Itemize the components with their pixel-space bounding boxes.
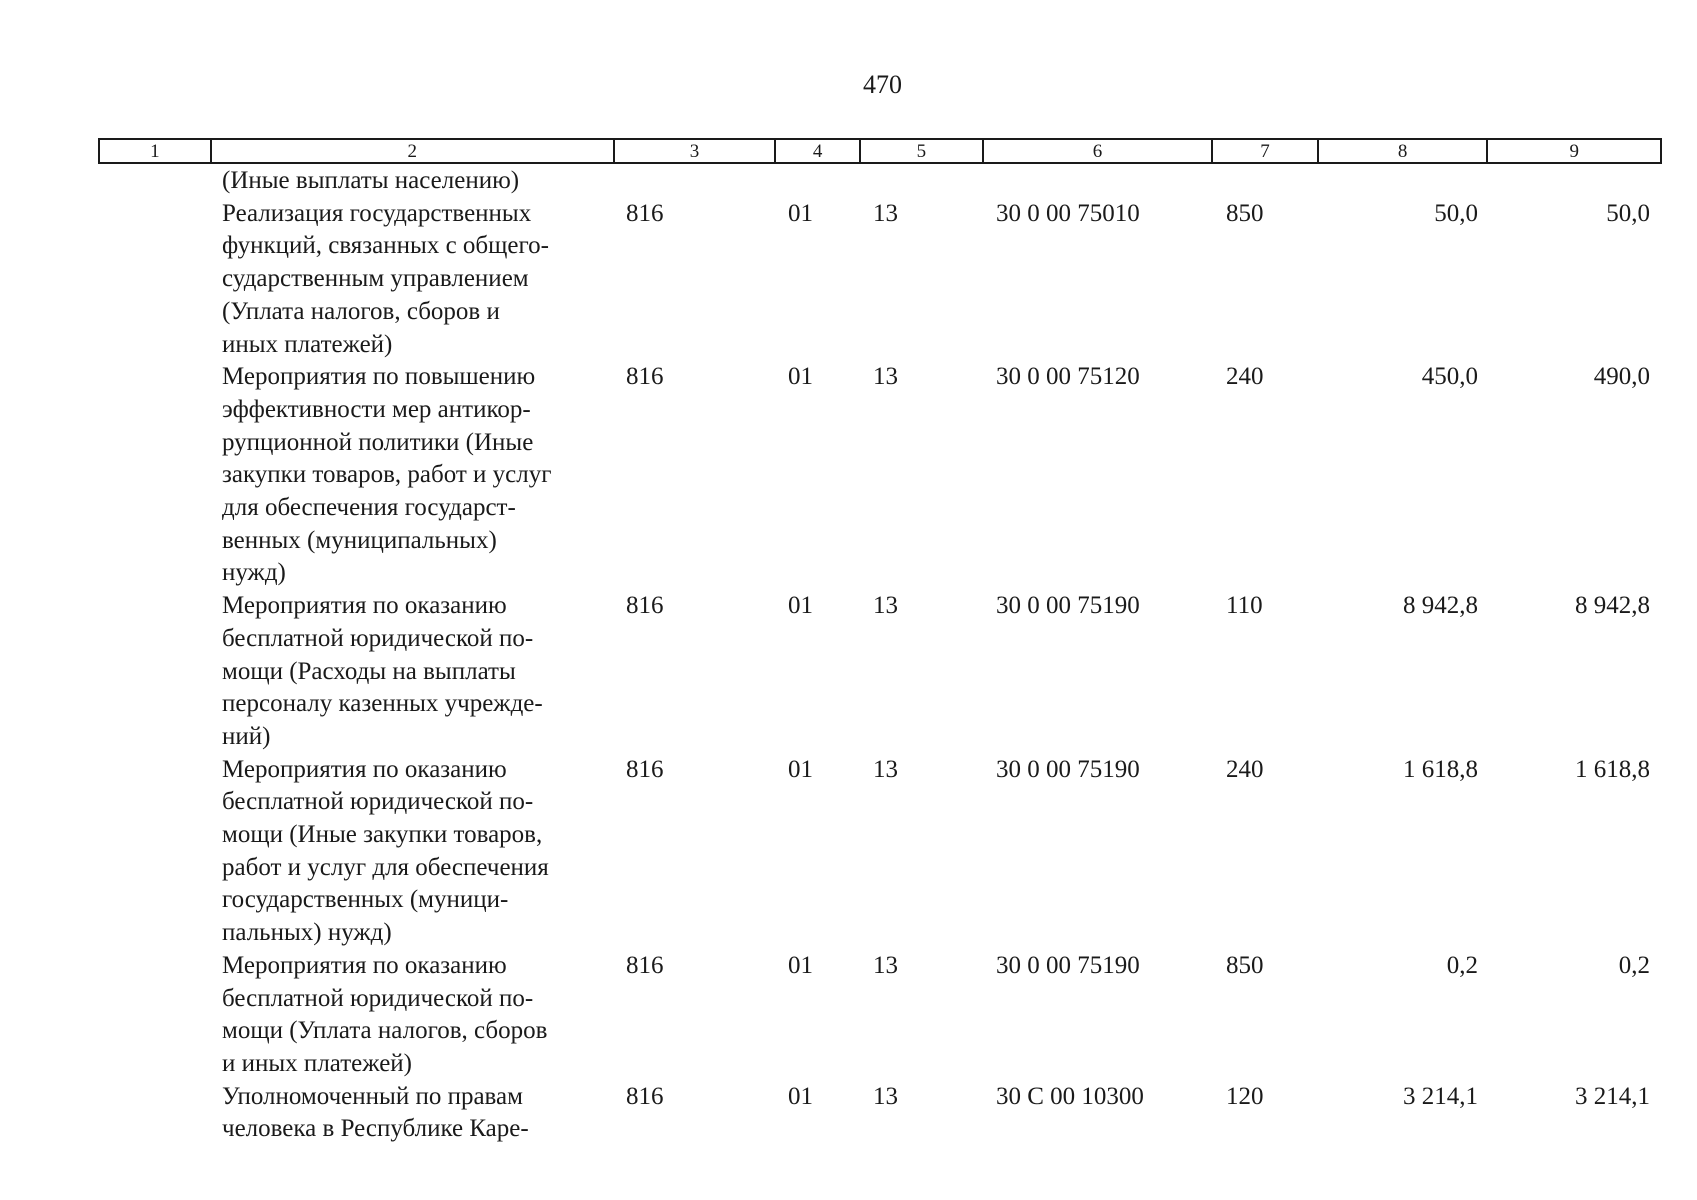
description-line: Мероприятия по оказанию <box>222 951 507 979</box>
description-line: венных (муниципальных) <box>222 526 497 554</box>
cell-subsection: 13 <box>873 199 898 227</box>
description-line: функций, связанных с общего- <box>222 232 549 260</box>
table-row <box>98 165 1662 198</box>
cell-amount-year2: 490,0 <box>1593 363 1650 391</box>
cell-subsection: 13 <box>873 951 898 979</box>
description-line: иных платежей) <box>222 330 393 358</box>
cell-amount-year2: 3 214,1 <box>1575 1082 1650 1110</box>
cell-amount-year2: 50,0 <box>1606 199 1650 227</box>
cell-ministry-code: 816 <box>626 755 664 783</box>
description-line: и иных платежей) <box>222 1049 413 1077</box>
cell-amount-year1: 0,2 <box>1446 951 1478 979</box>
cell-amount-year1: 1 618,8 <box>1403 755 1478 783</box>
description-line: Мероприятия по повышению <box>222 363 536 391</box>
cell-ministry-code: 816 <box>626 951 664 979</box>
description-line: для обеспечения государст- <box>222 494 516 522</box>
cell-expense-type: 240 <box>1226 755 1264 783</box>
description-line: (Иные выплаты населению) <box>222 167 520 194</box>
description-line: закупки товаров, работ и услуг <box>222 461 552 489</box>
column-header-8: 8 <box>1319 140 1489 162</box>
cell-amount-year2: 0,2 <box>1618 951 1650 979</box>
cell-amount-year1: 3 214,1 <box>1403 1082 1478 1110</box>
cell-section: 01 <box>788 363 813 391</box>
description-line: рупционной политики (Иные <box>222 428 534 456</box>
description-line: бесплатной юридической по- <box>222 624 534 652</box>
cell-expense-type: 110 <box>1226 592 1263 620</box>
cell-subsection: 13 <box>873 1082 898 1110</box>
cell-target-article: 30 0 00 75190 <box>996 951 1140 979</box>
cell-amount-year2: 8 942,8 <box>1575 592 1650 620</box>
description-line: человека в Республике Каре- <box>222 1115 529 1143</box>
column-header-3: 3 <box>615 140 777 162</box>
cell-section: 01 <box>788 199 813 227</box>
row-description <box>210 1081 614 1146</box>
cell-subsection: 13 <box>873 363 898 391</box>
row-description <box>210 165 614 198</box>
table-row <box>98 950 1662 1081</box>
description-line: мощи (Иные закупки товаров, <box>222 821 543 849</box>
description-line: пальных) нужд) <box>222 919 392 947</box>
cell-expense-type: 120 <box>1226 1082 1264 1110</box>
description-line: мощи (Расходы на выплаты <box>222 657 516 685</box>
description-line: ний) <box>222 722 271 750</box>
cell-section: 01 <box>788 755 813 783</box>
column-header-1: 1 <box>100 140 212 162</box>
column-header-4: 4 <box>776 140 861 162</box>
table-row <box>98 754 1662 950</box>
cell-expense-type: 850 <box>1226 951 1264 979</box>
cell-ministry-code: 816 <box>626 592 664 620</box>
row-description <box>210 361 614 590</box>
cell-target-article: 30 С 00 10300 <box>996 1082 1144 1110</box>
cell-section: 01 <box>788 951 813 979</box>
cell-target-article: 30 0 00 75190 <box>996 755 1140 783</box>
description-line: государственных (муници- <box>222 886 509 914</box>
cell-expense-type: 240 <box>1226 363 1264 391</box>
cell-amount-year1: 50,0 <box>1434 199 1478 227</box>
table-row <box>98 1081 1662 1146</box>
column-header-2: 2 <box>212 140 615 162</box>
description-line: работ и услуг для обеспечения <box>222 853 549 881</box>
column-header-7: 7 <box>1213 140 1319 162</box>
description-line: сударственным управлением <box>222 265 529 293</box>
row-description <box>210 754 614 950</box>
row-description <box>210 198 614 362</box>
table-row <box>98 198 1662 362</box>
description-line: нужд) <box>222 559 286 587</box>
page-number: 470 <box>863 70 902 99</box>
cell-ministry-code: 816 <box>626 199 664 227</box>
cell-section: 01 <box>788 592 813 620</box>
description-line: Мероприятия по оказанию <box>222 592 507 620</box>
cell-ministry-code: 816 <box>626 363 664 391</box>
cell-amount-year2: 1 618,8 <box>1575 755 1650 783</box>
cell-target-article: 30 0 00 75190 <box>996 592 1140 620</box>
description-line: бесплатной юридической по- <box>222 984 534 1012</box>
description-line: персоналу казенных учрежде- <box>222 690 543 718</box>
row-description <box>210 590 614 754</box>
description-line: мощи (Уплата налогов, сборов <box>222 1017 548 1045</box>
cell-amount-year1: 8 942,8 <box>1403 592 1478 620</box>
table-header-row <box>98 138 1662 164</box>
cell-target-article: 30 0 00 75010 <box>996 199 1140 227</box>
cell-target-article: 30 0 00 75120 <box>996 363 1140 391</box>
column-header-5: 5 <box>861 140 984 162</box>
column-header-6: 6 <box>984 140 1213 162</box>
description-line: Уполномоченный по правам <box>222 1082 523 1110</box>
description-line: Мероприятия по оказанию <box>222 755 507 783</box>
table-body <box>98 165 1662 1146</box>
cell-subsection: 13 <box>873 755 898 783</box>
cell-section: 01 <box>788 1082 813 1110</box>
table-row <box>98 361 1662 590</box>
cell-subsection: 13 <box>873 592 898 620</box>
description-line: Реализация государственных <box>222 199 532 227</box>
description-line: эффективности мер антикор- <box>222 395 531 423</box>
cell-expense-type: 850 <box>1226 199 1264 227</box>
description-line: (Уплата налогов, сборов и <box>222 297 500 325</box>
description-line: бесплатной юридической по- <box>222 788 534 816</box>
table-row <box>98 590 1662 754</box>
cell-ministry-code: 816 <box>626 1082 664 1110</box>
row-description <box>210 950 614 1081</box>
cell-amount-year1: 450,0 <box>1421 363 1478 391</box>
column-header-9: 9 <box>1569 141 1579 162</box>
